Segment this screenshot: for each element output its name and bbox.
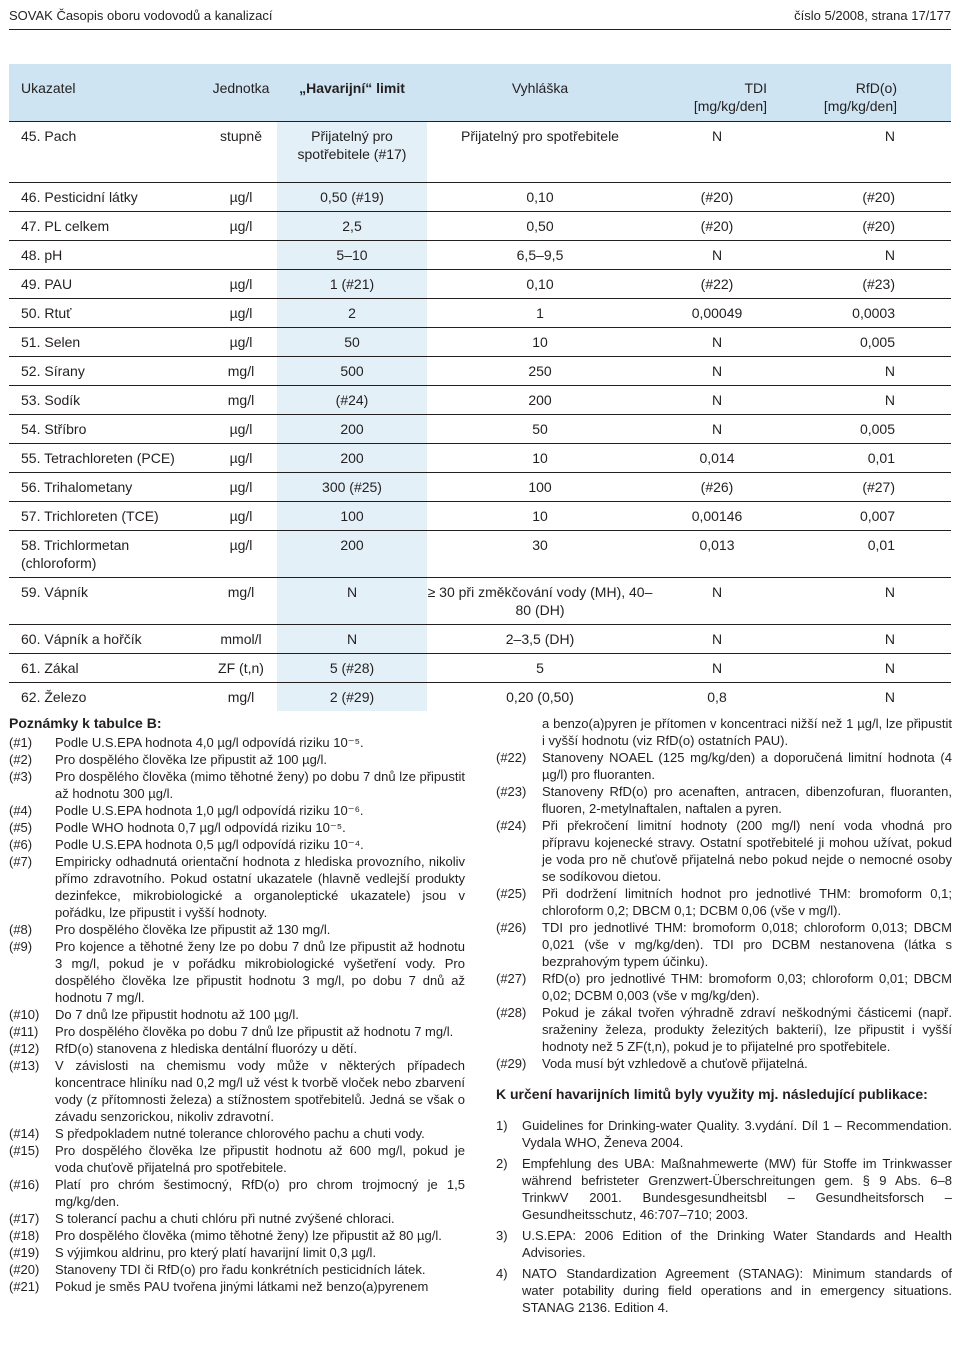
note-item-text: Při překročení limitní hodnoty (200 mg/l) není voda vhodná pro přípravu kojenecké stravy. Ostatní spotřebitelé ji mohou užívat, pokud je voda pro ně chuťově přijatelná nebo pokud nejde o nemocné osoby se sodíkovou dietou. bbox=[542, 818, 952, 884]
note-item-text: Podle U.S.EPA hodnota 0,5 µg/l odpovídá riziku 10⁻⁴. bbox=[55, 837, 364, 852]
note-item bbox=[496, 783, 952, 817]
note-item-text: Stanoveny TDI či RfD(o) pro řadu konkrétních pesticidních látek. bbox=[55, 1262, 426, 1277]
note-item-key: (#18) bbox=[9, 1228, 40, 1243]
reference-item-key: 1) bbox=[496, 1118, 508, 1133]
table-cell bbox=[205, 241, 277, 270]
note-item-text: Pokud je zákal tvořen výhradně zdraví neškodnými částicemi (např. sraženiny železa, produkty železitých bakterií), lze připustit i vyšší hodnoty než 5 ZF(t,n), pokud je to přijatelné pro spotřebitele. bbox=[542, 1005, 952, 1054]
note-item-text: Voda musí být vzhledově a chuťově přijatelná. bbox=[542, 1056, 808, 1071]
table-cell: (#22) bbox=[653, 270, 781, 299]
table-row bbox=[9, 444, 951, 473]
table-cell: 1 bbox=[427, 299, 653, 328]
table-cell: 1 (#21) bbox=[277, 270, 427, 299]
table-row bbox=[9, 299, 951, 328]
table-row bbox=[9, 386, 951, 415]
table-cell: Přijatelný pro spotřebitele (#17) bbox=[277, 122, 427, 169]
note-item bbox=[496, 970, 952, 1004]
note-item-text: Pro kojence a těhotné ženy lze po dobu 7 dnů lze připustit až hodnotu 3 mg/l, pokud je v pořádku mikrobiologické vyšetření vody. Pro dospělého člověka lze připustit hodnotu 3 mg/l, po dobu 7 dnů až hodnotu 7 mg/l. bbox=[55, 939, 465, 1005]
note-item-key: (#1) bbox=[9, 735, 33, 750]
table-cell: 49. PAU bbox=[9, 270, 205, 299]
table-row bbox=[9, 328, 951, 357]
note-item bbox=[9, 802, 465, 819]
gap-cell bbox=[427, 168, 653, 183]
note-item bbox=[9, 938, 465, 1006]
note-item-key: (#20) bbox=[9, 1262, 40, 1277]
table-cell: ≥ 30 při změkčování vody (MH), 40–80 (DH) bbox=[427, 578, 653, 625]
reference-item-text: Guidelines for Drinking-water Quality. 3.vydání. Díl 1 – Recommendation. Vydala WHO, Ženeva 2004. bbox=[522, 1118, 952, 1150]
table-cell: 51. Selen bbox=[9, 328, 205, 357]
references-title: K určení havarijních limitů byly využity mj. následující publikace: bbox=[496, 1086, 928, 1102]
table-cell: N bbox=[653, 122, 781, 169]
note-item bbox=[9, 751, 465, 768]
table-cell: µg/l bbox=[205, 183, 277, 212]
table-cell: 58. Trichlormetan (chloroform) bbox=[9, 531, 205, 578]
gap-cell bbox=[781, 168, 951, 183]
table-cell: 0,00146 bbox=[653, 502, 781, 531]
note-item-text: Pro dospělého člověka lze připustit hodnotu až 600 mg/l, pokud je voda chuťově přijatelná pro spotřebitele. bbox=[55, 1143, 465, 1175]
table-cell: 300 (#25) bbox=[277, 473, 427, 502]
header-tdi: TDI [mg/kg/den] bbox=[653, 64, 781, 122]
table-cell: µg/l bbox=[205, 531, 277, 578]
note-item-text: TDI pro jednotlivé THM: bromoform 0,018; chloroform 0,013; DBCM 0,021 (vše v mg/kg/den). TDI pro DCBM nestanovena (látka s bezprahovým typem účinku). bbox=[542, 920, 952, 969]
note-21-continuation: a benzo(a)pyren je přítomen v koncentraci nižší než 1 µg/l, lze připustit i vyšší hodnotu (viz RfD(o) ostatních PAU). bbox=[542, 716, 952, 748]
note-item-key: (#6) bbox=[9, 837, 33, 852]
table-row bbox=[9, 122, 951, 169]
note-item-text: Pro dospělého člověka (mimo těhotné ženy) po dobu 7 dnů lze připustit až hodnotu 300 µg/l. bbox=[55, 769, 465, 801]
table-cell: mg/l bbox=[205, 578, 277, 625]
reference-item bbox=[496, 1227, 952, 1261]
header-rfd: RfD(o) [mg/kg/den] bbox=[781, 64, 951, 122]
note-item-text: S výjimkou aldrinu, pro který platí havarijní limit 0,3 µg/l. bbox=[55, 1245, 377, 1260]
table-cell: 0,013 bbox=[653, 531, 781, 578]
row-gap bbox=[9, 168, 951, 183]
note-item-key: (#29) bbox=[496, 1056, 527, 1071]
table-row bbox=[9, 654, 951, 683]
table-cell: N bbox=[653, 386, 781, 415]
reference-item-key: 4) bbox=[496, 1266, 508, 1281]
table-cell: 100 bbox=[427, 473, 653, 502]
table-cell: mmol/l bbox=[205, 625, 277, 654]
table-cell: Přijatelný pro spotřebitele bbox=[427, 122, 653, 169]
table-cell: 200 bbox=[277, 415, 427, 444]
table-cell: 60. Vápník a hořčík bbox=[9, 625, 205, 654]
note-item bbox=[9, 1176, 465, 1210]
table-cell: ZF (t,n) bbox=[205, 654, 277, 683]
note-item-text: Do 7 dnů lze připustit hodnotu až 100 µg/l. bbox=[55, 1007, 299, 1022]
reference-item-key: 2) bbox=[496, 1156, 508, 1171]
note-item-text: RfD(o) stanovena z hlediska dentální fluorózy u dětí. bbox=[55, 1041, 358, 1056]
note-item bbox=[9, 1261, 465, 1278]
table-cell: 2 bbox=[277, 299, 427, 328]
table-cell: mg/l bbox=[205, 386, 277, 415]
note-item-key: (#4) bbox=[9, 803, 33, 818]
table-cell: 45. Pach bbox=[9, 122, 205, 169]
header-havarijni-limit: „Havarijní“ limit bbox=[277, 64, 427, 122]
reference-item bbox=[496, 1155, 952, 1223]
header-jednotka: Jednotka bbox=[205, 64, 277, 122]
table-cell: 250 bbox=[427, 357, 653, 386]
table-row bbox=[9, 473, 951, 502]
note-item-text: Pokud je směs PAU tvořena jinými látkami než benzo(a)pyrenem bbox=[55, 1279, 429, 1294]
note-item-text: Podle WHO hodnota 0,7 µg/l odpovídá riziku 10⁻⁵. bbox=[55, 820, 346, 835]
table-cell: N bbox=[653, 625, 781, 654]
table-cell: 5 (#28) bbox=[277, 654, 427, 683]
note-item-key: (#10) bbox=[9, 1007, 40, 1022]
table-cell: µg/l bbox=[205, 270, 277, 299]
note-item-text: Stanoveny RfD(o) pro acenaften, antracen, dibenzofuran, fluoranten, fluoren, 2-metylnaftalen, naftalen a pyren. bbox=[542, 784, 952, 816]
note-item-key: (#26) bbox=[496, 920, 527, 935]
table-cell: 0,005 bbox=[781, 415, 951, 444]
table-cell: 0,20 (0,50) bbox=[427, 683, 653, 712]
issue-info: číslo 5/2008, strana 17/177 bbox=[794, 8, 951, 23]
table-cell: (#24) bbox=[277, 386, 427, 415]
table-cell: (#26) bbox=[653, 473, 781, 502]
table-cell: 2–3,5 (DH) bbox=[427, 625, 653, 654]
reference-item bbox=[496, 1265, 952, 1316]
note-item bbox=[9, 921, 465, 938]
note-item-key: (#25) bbox=[496, 886, 527, 901]
note-item bbox=[9, 1142, 465, 1176]
table-cell: N bbox=[781, 683, 951, 712]
note-item bbox=[9, 1023, 465, 1040]
note-item-key: (#28) bbox=[496, 1005, 527, 1020]
note-item bbox=[9, 819, 465, 836]
table-cell: (#20) bbox=[781, 183, 951, 212]
note-item bbox=[496, 919, 952, 970]
note-item-key: (#12) bbox=[9, 1041, 40, 1056]
table-cell: N bbox=[653, 654, 781, 683]
reference-item-text: U.S.EPA: 2006 Edition of the Drinking Water Standards and Health Advisories. bbox=[522, 1228, 952, 1260]
table-cell: mg/l bbox=[205, 357, 277, 386]
table-cell: N bbox=[781, 357, 951, 386]
table-cell: 0,00049 bbox=[653, 299, 781, 328]
note-item bbox=[496, 1004, 952, 1055]
notes-left-column bbox=[9, 715, 465, 1295]
table-cell: N bbox=[653, 415, 781, 444]
table-cell: 61. Zákal bbox=[9, 654, 205, 683]
note-item-text: Pro dospělého člověka (mimo těhotné ženy) lze připustit až 80 µg/l. bbox=[55, 1228, 442, 1243]
table-cell: 0,01 bbox=[781, 444, 951, 473]
reference-item bbox=[496, 1117, 952, 1151]
note-item-text: V závislosti na chemismu vody může v některých případech koncentrace hliníku nad 0,2 mg/l už vést k tvorbě vloček nebo zbarvení vody (z přítomnosti železa) a stížnostem spotřebitelů. Jedná se však o závadu senzorickou, nikoliv zdravotní. bbox=[55, 1058, 465, 1124]
note-item-key: (#8) bbox=[9, 922, 33, 937]
table-row bbox=[9, 183, 951, 212]
table-row bbox=[9, 683, 951, 712]
table-cell: 2,5 bbox=[277, 212, 427, 241]
note-item bbox=[9, 853, 465, 921]
table-cell: N bbox=[781, 386, 951, 415]
note-item-key: (#19) bbox=[9, 1245, 40, 1260]
table-cell: 5 bbox=[427, 654, 653, 683]
note-item-text: Pro dospělého člověka po dobu 7 dnů lze připustit až hodnotu 7 mg/l. bbox=[55, 1024, 454, 1039]
table-cell: 50 bbox=[277, 328, 427, 357]
table-cell: 10 bbox=[427, 328, 653, 357]
note-item bbox=[9, 1227, 465, 1244]
table-header-row bbox=[9, 64, 951, 122]
table-row bbox=[9, 578, 951, 625]
table-cell: 0,005 bbox=[781, 328, 951, 357]
table-cell: 52. Sírany bbox=[9, 357, 205, 386]
note-item-key: (#23) bbox=[496, 784, 527, 799]
note-item bbox=[9, 1125, 465, 1142]
table-row bbox=[9, 415, 951, 444]
note-item-key: (#24) bbox=[496, 818, 527, 833]
table-cell: µg/l bbox=[205, 502, 277, 531]
table-cell: N bbox=[653, 357, 781, 386]
notes-right-column bbox=[496, 715, 952, 1320]
note-item-text: Empiricky odhadnutá orientační hodnota z hlediska provozního, nikoliv přímo zdravotního. Pokud ostatní ukazatele (hlavně vedlejší produkty dezinfekce, mikrobiologické a organoleptické ukazatele) jsou v pořádku, lze připustit i vyšší hodnoty. bbox=[55, 854, 465, 920]
reference-item-text: NATO Standardization Agreement (STANAG): Minimum standards of water potability during field operations and in emergency situations. STANAG 2136. Edition 4. bbox=[522, 1266, 952, 1315]
reference-item-text: Empfehlung des UBA: Maßnahmewerte (MW) für Stoffe im Trinkwasser während befristeter Grenzwert-Überschreitungen gem. § 9 Abs. 6–8 TrinkwV 2001. Bundesgesundheitsbl – Gesundheitsforsch – Gesundheitsschutz, 46:707–710; 2003. bbox=[522, 1156, 952, 1222]
notes-title: Poznámky k tabulce B: bbox=[9, 715, 162, 731]
table-cell: µg/l bbox=[205, 473, 277, 502]
table-cell: 0,50 (#19) bbox=[277, 183, 427, 212]
gap-cell bbox=[653, 168, 781, 183]
note-item-key: (#14) bbox=[9, 1126, 40, 1141]
note-item bbox=[9, 1244, 465, 1261]
table-cell: 57. Trichloreten (TCE) bbox=[9, 502, 205, 531]
note-item-text: Při dodržení limitních hodnot pro jednotlivé THM: bromoform 0,1; chloroform 0,2; DBCM 0,1; DCBM 0,06 (vše v mg/l). bbox=[542, 886, 952, 918]
table-cell: N bbox=[653, 241, 781, 270]
table-cell: 53. Sodík bbox=[9, 386, 205, 415]
table-cell: 47. PL celkem bbox=[9, 212, 205, 241]
table-cell: 59. Vápník bbox=[9, 578, 205, 625]
note-item-key: (#9) bbox=[9, 939, 33, 954]
table-cell: 5–10 bbox=[277, 241, 427, 270]
page-header bbox=[9, 6, 951, 28]
gap-cell bbox=[277, 168, 427, 183]
note-item-text: Platí pro chróm šestimocný, RfD(o) pro chrom trojmocný je 1,5 mg/kg/den. bbox=[55, 1177, 465, 1209]
table-cell: mg/l bbox=[205, 683, 277, 712]
table-row bbox=[9, 625, 951, 654]
journal-title: SOVAK Časopis oboru vodovodů a kanalizací bbox=[9, 8, 273, 23]
note-item-text: Podle U.S.EPA hodnota 4,0 µg/l odpovídá riziku 10⁻⁵. bbox=[55, 735, 364, 750]
note-item-key: (#11) bbox=[9, 1024, 39, 1039]
note-item-key: (#7) bbox=[9, 854, 33, 869]
limits-table bbox=[9, 64, 951, 711]
note-item-key: (#3) bbox=[9, 769, 33, 784]
table-cell: 500 bbox=[277, 357, 427, 386]
table-cell: N bbox=[653, 578, 781, 625]
table-cell: 0,0003 bbox=[781, 299, 951, 328]
table-cell: µg/l bbox=[205, 299, 277, 328]
table-cell: µg/l bbox=[205, 444, 277, 473]
table-row bbox=[9, 212, 951, 241]
table-row bbox=[9, 502, 951, 531]
note-item-text: Stanoveny NOAEL (125 mg/kg/den) a doporučená limitní hodnota (4 µg/l) pro fluoranten. bbox=[542, 750, 952, 782]
table-cell: 0,10 bbox=[427, 270, 653, 299]
gap-cell bbox=[205, 168, 277, 183]
note-item-key: (#21) bbox=[9, 1279, 40, 1294]
note-item-text: Pro dospělého člověka lze připustit až 100 µg/l. bbox=[55, 752, 327, 767]
note-item-text: S tolerancí pachu a chuti chlóru při nutné zvýšené chloraci. bbox=[55, 1211, 395, 1226]
table-cell: (#20) bbox=[781, 212, 951, 241]
table-cell: (#20) bbox=[653, 183, 781, 212]
note-item-text: S předpokladem nutné tolerance chlorového pachu a chuti vody. bbox=[55, 1126, 425, 1141]
table-cell: 10 bbox=[427, 444, 653, 473]
table-cell: 30 bbox=[427, 531, 653, 578]
reference-item-key: 3) bbox=[496, 1228, 508, 1243]
table-cell: 50. Rtuť bbox=[9, 299, 205, 328]
table-cell: N bbox=[781, 241, 951, 270]
table-row bbox=[9, 241, 951, 270]
table-cell: N bbox=[781, 122, 951, 169]
table-body bbox=[9, 122, 951, 712]
note-item bbox=[496, 817, 952, 885]
table-row bbox=[9, 531, 951, 578]
table-cell: 10 bbox=[427, 502, 653, 531]
gap-cell bbox=[9, 168, 205, 183]
note-item bbox=[9, 768, 465, 802]
note-item-key: (#15) bbox=[9, 1143, 40, 1158]
table-cell: 50 bbox=[427, 415, 653, 444]
table-cell: (#27) bbox=[781, 473, 951, 502]
table-cell: 6,5–9,5 bbox=[427, 241, 653, 270]
table-cell: 2 (#29) bbox=[277, 683, 427, 712]
table-cell: N bbox=[277, 625, 427, 654]
note-item bbox=[496, 1055, 952, 1072]
note-item bbox=[9, 1006, 465, 1023]
note-item bbox=[9, 734, 465, 751]
table-cell: N bbox=[781, 578, 951, 625]
table-cell: 0,8 bbox=[653, 683, 781, 712]
table-cell: 55. Tetrachloreten (PCE) bbox=[9, 444, 205, 473]
table-cell: 0,014 bbox=[653, 444, 781, 473]
table-cell: 54. Stříbro bbox=[9, 415, 205, 444]
note-item-key: (#2) bbox=[9, 752, 33, 767]
header-rule bbox=[9, 29, 951, 30]
table-cell: 200 bbox=[427, 386, 653, 415]
table-cell: N bbox=[781, 654, 951, 683]
table-cell: N bbox=[781, 625, 951, 654]
table-cell: 200 bbox=[277, 531, 427, 578]
note-item bbox=[9, 836, 465, 853]
header-vyhlaska: Vyhláška bbox=[427, 64, 653, 122]
table-cell: 0,50 bbox=[427, 212, 653, 241]
table-cell: 0,10 bbox=[427, 183, 653, 212]
note-item-text: RfD(o) pro jednotlivé THM: bromoform 0,03; chloroform 0,01; DBCM 0,02; DCBM 0,003 (vše v mg/kg/den). bbox=[542, 971, 952, 1003]
note-item-key: (#22) bbox=[496, 750, 527, 765]
note-item bbox=[9, 1040, 465, 1057]
table-cell: 200 bbox=[277, 444, 427, 473]
note-item bbox=[496, 749, 952, 783]
note-item bbox=[496, 885, 952, 919]
note-item-key: (#5) bbox=[9, 820, 33, 835]
table-cell: N bbox=[277, 578, 427, 625]
table-cell: 0,007 bbox=[781, 502, 951, 531]
note-item bbox=[9, 1210, 465, 1227]
table-cell: (#20) bbox=[653, 212, 781, 241]
table-cell: 100 bbox=[277, 502, 427, 531]
table-cell: N bbox=[653, 328, 781, 357]
header-ukazatel: Ukazatel bbox=[9, 64, 205, 122]
table-cell: 0,01 bbox=[781, 531, 951, 578]
table-cell: µg/l bbox=[205, 212, 277, 241]
table-row bbox=[9, 357, 951, 386]
note-item bbox=[9, 1057, 465, 1125]
note-item-key: (#17) bbox=[9, 1211, 40, 1226]
table-cell: 46. Pesticidní látky bbox=[9, 183, 205, 212]
table-cell: µg/l bbox=[205, 328, 277, 357]
note-item-key: (#13) bbox=[9, 1058, 40, 1073]
table-cell: µg/l bbox=[205, 415, 277, 444]
note-item-text: Pro dospělého člověka lze připustit až 130 mg/l. bbox=[55, 922, 331, 937]
table-cell: 62. Železo bbox=[9, 683, 205, 712]
table-cell: (#23) bbox=[781, 270, 951, 299]
note-item bbox=[9, 1278, 465, 1295]
table-cell: 56. Trihalometany bbox=[9, 473, 205, 502]
table-row bbox=[9, 270, 951, 299]
note-item-key: (#16) bbox=[9, 1177, 40, 1192]
table-cell: stupně bbox=[205, 122, 277, 169]
note-item-key: (#27) bbox=[496, 971, 527, 986]
table-cell: 48. pH bbox=[9, 241, 205, 270]
note-item-text: Podle U.S.EPA hodnota 1,0 µg/l odpovídá riziku 10⁻⁶. bbox=[55, 803, 364, 818]
